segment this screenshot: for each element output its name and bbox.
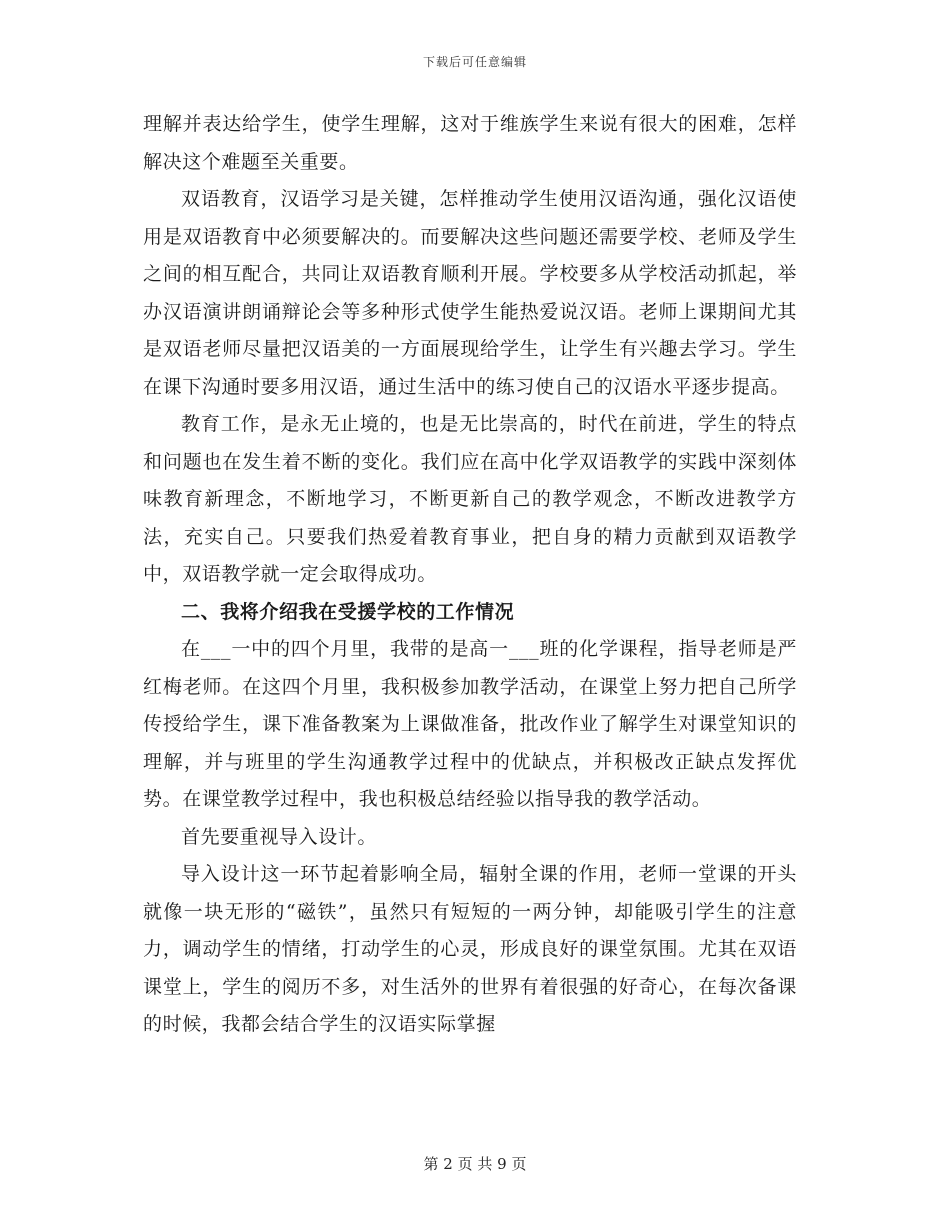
- paragraph-1: 理解并表达给学生，使学生理解，这对于维族学生来说有很大的困难，怎样解决这个难题至关重要。: [143, 113, 797, 173]
- paragraph-3: 教育工作，是永无止境的，也是无比崇高的，时代在前进，学生的特点和问题也在发生着不断的变化。我们应在高中化学双语教学的实践中深刻体味教育新理念，不断地学习，不断更新自己的教学观念，不断改进教学方法，充实自己。只要我们热爱着教育事业，把自身的精力贡献到双语教学中，双语教学就一定会取得成功。: [143, 413, 797, 585]
- section-heading: 二、我将介绍我在受援学校的工作情况: [181, 600, 515, 623]
- paragraph-4: 在___一中的四个月里，我带的是高一___班的化学课程，指导老师是严红梅老师。在这四个月里，我积极参加教学活动，在课堂上努力把自己所学传授给学生，课下准备教案为上课做准备，批改作业了解学生对课堂知识的理解，并与班里的学生沟通教学过程中的优缺点，并积极改正缺点发挥优势。在课堂教学过程中，我也积极总结经验以指导我的教学活动。: [143, 638, 797, 810]
- paragraph-2: 双语教育，汉语学习是关键，怎样推动学生使用汉语沟通，强化汉语使用是双语教育中必须要解决的。而要解决这些问题还需要学校、老师及学生之间的相互配合，共同让双语教育顺利开展。学校要多从学校活动抓起，举办汉语演讲朗诵辩论会等多种形式使学生能热爱说汉语。老师上课期间尤其是双语老师尽量把汉语美的一方面展现给学生，让学生有兴趣去学习。学生在课下沟通时要多用汉语，通过生活中的练习使自己的汉语水平逐步提高。: [143, 188, 797, 398]
- paragraph-6: 导入设计这一环节起着影响全局，辐射全课的作用，老师一堂课的开头就像一块无形的“磁铁”，虽然只有短短的一两分钟，却能吸引学生的注意力，调动学生的情绪，打动学生的心灵，形成良好的课堂氛围。尤其在双语课堂上，学生的阅历不多，对生活外的世界有着很强的好奇心，在每次备课的时候，我都会结合学生的汉语实际掌握: [143, 863, 797, 1035]
- document-body: [143, 106, 797, 1044]
- page-header-note: 下载后可任意编辑: [422, 55, 527, 69]
- paragraph-5: 首先要重视导入设计。: [181, 825, 378, 848]
- page-number: 第 2 页 共 9 页: [423, 1155, 527, 1173]
